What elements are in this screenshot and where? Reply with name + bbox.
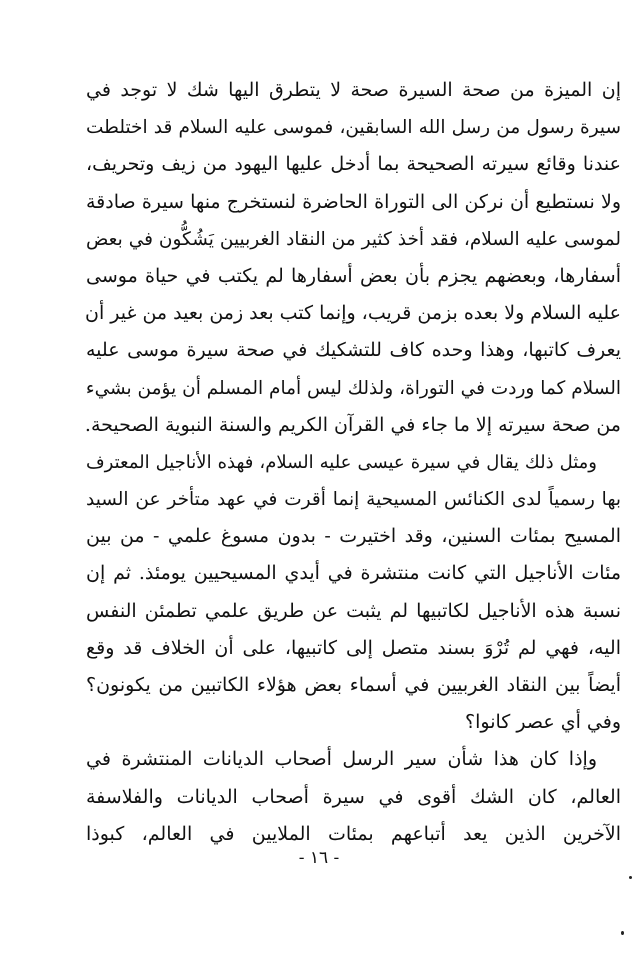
text-line: مئات الأناجيل التي كانت منتشرة في أيدي المسيحيين يومئذ. ثم إن: [86, 562, 621, 585]
text-line: العالم، كان الشك أقوى في سيرة أصحاب الديانات والفلاسفة: [86, 785, 621, 808]
text-line: إن الميزة من صحة السيرة صحة لا يتطرق اليها شك لا توجد في: [86, 79, 621, 101]
text-line: سيرة رسول من رسل الله السابقين، فموسى عليه السلام قد اختلطت: [86, 117, 621, 139]
body-text: [86, 72, 621, 853]
scan-speck: [629, 876, 632, 879]
text-line: ولا نستطيع أن نركن الى التوراة الحاضرة لنستخرج منها سيرة صادقة: [86, 190, 621, 213]
text-line: عندنا وقائع سيرته الصحيحة بما أدخل عليها اليهود من زيف وتحريف،: [86, 153, 621, 176]
text-line: اليه، فهي لم تُرْوَ بسند متصل إلى كاتبيها، على أن الخلاف قد وقع: [86, 636, 621, 659]
text-line: بها رسمياً لدى الكنائس المسيحية إنما أقرت في عهد متأخر عن السيد: [86, 489, 621, 511]
text-line: أسفارها، وبعضهم يجزم بأن بعض أسفارها لم يكتب في حياة موسى: [86, 264, 621, 287]
text-line: نسبة هذه الأناجيل لكاتبيها لم يثبت عن طريق علمي تطمئن النفس: [86, 599, 621, 622]
scan-speck: [621, 931, 624, 935]
text-line: الآخرين الذين يعد أتباعهم بمئات الملايين في العالم، كبوذا: [86, 822, 621, 845]
text-line: ومثل ذلك يقال في سيرة عيسى عليه السلام، فهذه الأناجيل المعترف: [86, 451, 597, 473]
text-line: المسيح بمئات السنين، وقد اختيرت - بدون مسوغ علمي - من بين: [86, 525, 621, 548]
page-number: - ١٦ -: [298, 848, 340, 868]
text-line: يعرف كاتبها، وهذا وحده كاف للتشكيك في صحة سيرة موسى عليه: [86, 339, 621, 362]
text-line: أيضاً بين النقاد الغربيين في أسماء بعض هؤلاء الكاتبين من يكونون؟: [86, 674, 621, 696]
text-line: من صحة سيرته إلا ما جاء في القرآن الكريم والسنة النبوية الصحيحة.: [84, 413, 621, 436]
text-line: لموسى عليه السلام، فقد أخذ كثير من النقاد الغربيين يَشُكُّون في بعض: [86, 228, 621, 250]
text-line: وفي أي عصر كانوا؟: [465, 711, 621, 734]
text-line: السلام كما وردت في التوراة، ولذلك ليس أمام المسلم أن يؤمن بشيء: [85, 377, 621, 399]
text-line: وإذا كان هذا شأن سير الرسل أصحاب الديانات المنتشرة في: [86, 748, 597, 771]
text-line: عليه السلام ولا بعده بزمن قريب، وإنما كتب بعد زمن بعيد من غير أن: [84, 302, 621, 325]
